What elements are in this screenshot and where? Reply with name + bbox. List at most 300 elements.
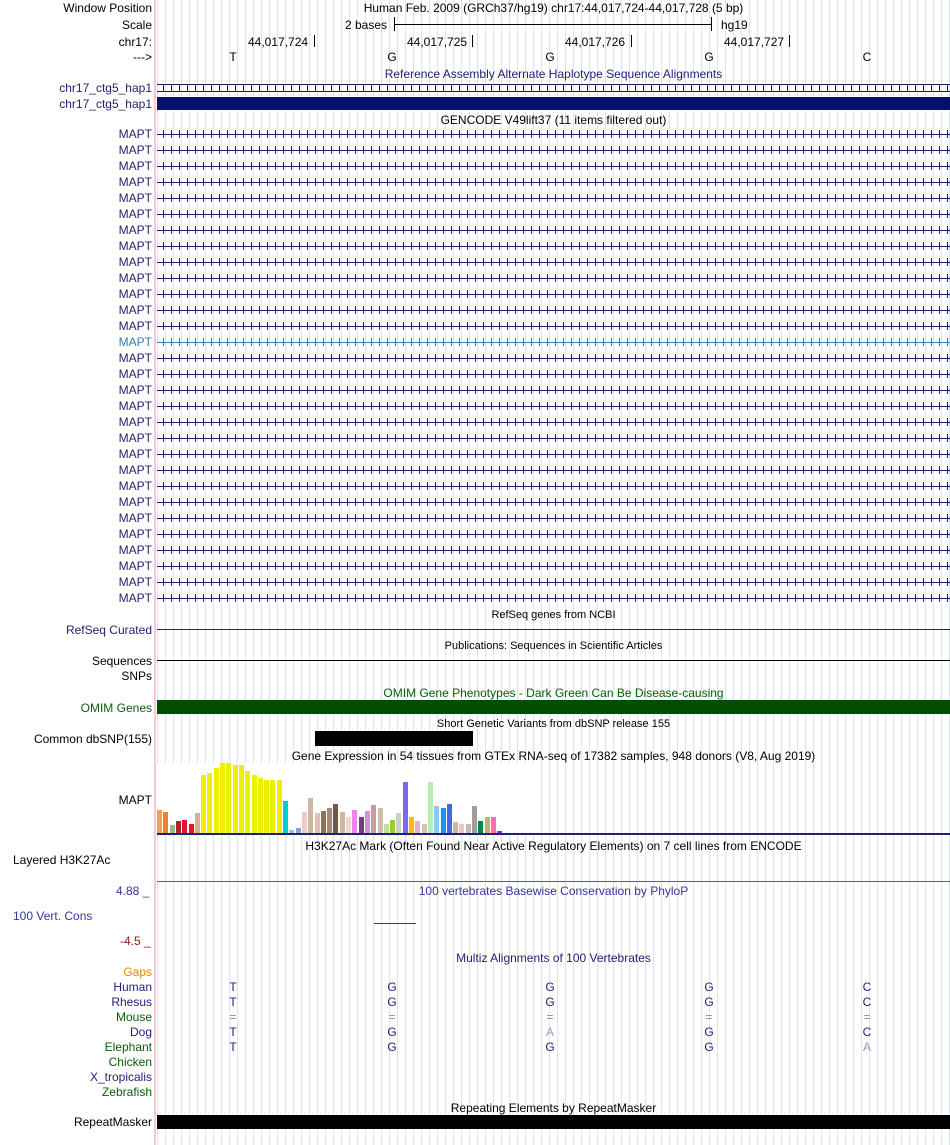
gtex-tissue-bar[interactable]: [415, 821, 420, 833]
grid-line: [381, 0, 382, 1145]
gtex-tissue-bar[interactable]: [352, 810, 357, 833]
gencode-row-label[interactable]: MAPT: [118, 495, 152, 509]
gencode-row-label[interactable]: MAPT: [118, 479, 152, 493]
gencode-strand-arrows: [157, 434, 950, 442]
grid-line: [445, 0, 446, 1145]
grid-line: [453, 0, 454, 1145]
grid-line: [533, 0, 534, 1145]
multiz-aligned-base: G: [704, 995, 714, 1009]
grid-line: [285, 0, 286, 1145]
refseq-feature-line[interactable]: [157, 629, 950, 630]
grid-line: [165, 0, 166, 1145]
grid-line: [549, 0, 550, 1145]
gtex-tissue-bar[interactable]: [302, 812, 307, 833]
multiz-aligned-base: G: [387, 1040, 397, 1054]
grid-line: [797, 0, 798, 1145]
gtex-tissue-bar[interactable]: [365, 811, 370, 833]
grid-line: [829, 0, 830, 1145]
gencode-track-title[interactable]: GENCODE V49lift37 (11 items filtered out): [440, 113, 667, 127]
gencode-strand-arrows: [157, 546, 950, 554]
gtex-tissue-bar[interactable]: [201, 775, 206, 833]
multiz-aligned-base: T: [229, 995, 237, 1009]
gencode-strand-arrows: [157, 194, 950, 202]
grid-line: [621, 0, 622, 1145]
multiz-aligned-base: G: [545, 995, 555, 1009]
grid-line: [749, 0, 750, 1145]
pubs-track-title[interactable]: Publications: Sequences in Scientific Articles: [444, 640, 663, 652]
gencode-strand-arrows: [157, 178, 950, 186]
multiz-aligned-base: G: [545, 980, 555, 994]
multiz-aligned-base: G: [387, 995, 397, 1009]
grid-line: [941, 0, 942, 1145]
ruler-position-2: 44,017,725: [407, 35, 468, 49]
multiz-aligned-base: T: [229, 1040, 237, 1054]
grid-line: [909, 0, 910, 1145]
grid-line: [373, 0, 374, 1145]
gencode-strand-arrows: [157, 306, 950, 314]
gencode-row-label[interactable]: MAPT: [118, 175, 152, 189]
grid-line: [693, 0, 694, 1145]
gtex-tissue-bar[interactable]: [409, 817, 414, 833]
grid-line: [389, 0, 390, 1145]
grid-line: [845, 0, 846, 1145]
multiz-aligned-base: =: [546, 1010, 554, 1024]
gtex-tissue-bar[interactable]: [233, 765, 238, 833]
gencode-strand-arrows: [157, 210, 950, 218]
scale-db: hg19: [721, 18, 748, 32]
gencode-strand-arrows: [157, 258, 950, 266]
grid-line: [589, 0, 590, 1145]
gencode-strand-arrows: [157, 450, 950, 458]
grid-line: [677, 0, 678, 1145]
grid-line: [885, 0, 886, 1145]
repeatmasker-feature[interactable]: [157, 1115, 950, 1129]
gtex-tissue-bar[interactable]: [478, 821, 483, 833]
gtex-bar-chart[interactable]: [157, 763, 537, 833]
grid-line: [613, 0, 614, 1145]
refseq-label[interactable]: RefSeq Curated: [65, 623, 152, 637]
alt-haplo-feature-1[interactable]: [157, 84, 950, 92]
grid-line: [437, 0, 438, 1145]
grid-line: [645, 0, 646, 1145]
grid-line: [869, 0, 870, 1145]
gtex-tissue-bar[interactable]: [258, 778, 263, 833]
window-position-label: Window Position: [63, 1, 152, 15]
gtex-tissue-bar[interactable]: [277, 780, 282, 833]
ruler-position-3: 44,017,726: [565, 35, 626, 49]
ref-base-5: C: [862, 50, 872, 64]
grid-line: [741, 0, 742, 1145]
omim-feature[interactable]: [157, 700, 950, 714]
gtex-tissue-bar[interactable]: [472, 806, 477, 833]
phylop-signal: [374, 923, 416, 924]
gencode-row-label[interactable]: MAPT: [118, 351, 152, 365]
grid-line: [933, 0, 934, 1145]
grid-line: [317, 0, 318, 1145]
gencode-row-label[interactable]: MAPT: [118, 319, 152, 333]
grid-line: [637, 0, 638, 1145]
gtex-tissue-bar[interactable]: [207, 773, 212, 833]
scale-bar: [394, 24, 712, 25]
omim-label[interactable]: OMIM Genes: [80, 701, 152, 715]
gencode-strand-arrows: [157, 386, 950, 394]
grid-line: [277, 0, 278, 1145]
base-grid: [157, 0, 950, 1145]
gencode-strand-arrows: [157, 530, 950, 538]
gencode-strand-arrows: [157, 370, 950, 378]
grid-line: [469, 0, 470, 1145]
grid-line: [901, 0, 902, 1145]
gtex-tissue-bar[interactable]: [346, 817, 351, 833]
gtex-tissue-bar[interactable]: [327, 808, 332, 833]
grid-line: [157, 0, 158, 1145]
grid-line: [213, 0, 214, 1145]
grid-line: [557, 0, 558, 1145]
grid-line: [701, 0, 702, 1145]
gencode-strand-arrows: [157, 514, 950, 522]
grid-line: [733, 0, 734, 1145]
gtex-tissue-bar[interactable]: [252, 775, 257, 833]
repeatmasker-label[interactable]: RepeatMasker: [73, 1115, 152, 1129]
gtex-tissue-bar[interactable]: [340, 812, 345, 833]
gtex-tissue-bar[interactable]: [182, 820, 187, 833]
grid-line: [261, 0, 262, 1145]
grid-line: [605, 0, 606, 1145]
grid-line: [501, 0, 502, 1145]
grid-line: [509, 0, 510, 1145]
gencode-row-label[interactable]: MAPT: [118, 223, 152, 237]
gtex-tissue-bar[interactable]: [283, 801, 288, 833]
grid-line: [565, 0, 566, 1145]
grid-line: [725, 0, 726, 1145]
gtex-tissue-bar[interactable]: [195, 813, 200, 833]
gtex-tissue-bar[interactable]: [157, 810, 162, 833]
pubs-sequences-label[interactable]: Sequences: [91, 654, 152, 668]
grid-line: [893, 0, 894, 1145]
grid-line: [357, 0, 358, 1145]
gtex-baseline: [157, 833, 950, 835]
grid-line: [461, 0, 462, 1145]
gencode-row-label[interactable]: MAPT: [118, 431, 152, 445]
gtex-tissue-bar[interactable]: [491, 817, 496, 833]
multiz-aligned-base: G: [545, 1040, 555, 1054]
multiz-species-label[interactable]: Mouse: [115, 1010, 152, 1024]
grid-line: [197, 0, 198, 1145]
h3k27ac-track-title[interactable]: H3K27Ac Mark (Often Found Near Active Regulatory Elements) on 7 cell lines from ENCODE: [305, 839, 802, 853]
gencode-row-label[interactable]: MAPT: [118, 463, 152, 477]
gencode-strand-arrows: [157, 226, 950, 234]
gtex-tissue-bar[interactable]: [447, 804, 452, 833]
ruler-position-1: 44,017,724: [248, 35, 309, 49]
grid-line: [341, 0, 342, 1145]
gtex-tissue-bar[interactable]: [384, 824, 389, 833]
ruler-tick-1: [314, 35, 315, 47]
grid-line: [709, 0, 710, 1145]
gencode-strand-arrows: [157, 130, 950, 138]
grid-line: [789, 0, 790, 1145]
gencode-strand-arrows: [157, 466, 950, 474]
gencode-row-label[interactable]: MAPT: [118, 511, 152, 525]
grid-line: [365, 0, 366, 1145]
gencode-strand-arrows: [157, 162, 950, 170]
grid-line: [181, 0, 182, 1145]
grid-line: [837, 0, 838, 1145]
gencode-row-label[interactable]: MAPT: [118, 591, 152, 605]
multiz-aligned-base: G: [704, 1040, 714, 1054]
ref-base-3: G: [545, 50, 555, 64]
gtex-tissue-bar[interactable]: [321, 811, 326, 833]
gencode-row-label[interactable]: MAPT: [118, 127, 152, 141]
grid-line: [813, 0, 814, 1145]
multiz-aligned-base: A: [862, 1040, 871, 1054]
gtex-tissue-bar[interactable]: [214, 768, 219, 833]
grid-line: [917, 0, 918, 1145]
multiz-aligned-base: T: [229, 1025, 237, 1039]
grid-line: [325, 0, 326, 1145]
gencode-strand-arrows: [157, 594, 950, 602]
grid-line: [253, 0, 254, 1145]
alt-haplo-label-1[interactable]: chr17_ctg5_hap1: [59, 81, 152, 95]
gencode-strand-arrows: [157, 274, 950, 282]
gtex-tissue-bar[interactable]: [434, 806, 439, 833]
grid-line: [517, 0, 518, 1145]
gencode-strand-arrows: [157, 354, 950, 362]
multiz-track-title[interactable]: Multiz Alignments of 100 Vertebrates: [456, 951, 651, 965]
refseq-track-title[interactable]: RefSeq genes from NCBI: [491, 609, 616, 621]
gtex-tissue-bar[interactable]: [270, 780, 275, 833]
gtex-tissue-bar[interactable]: [466, 824, 471, 833]
gencode-strand-arrows: [157, 146, 950, 154]
gencode-strand-arrows: [157, 402, 950, 410]
alt-haplo-feature-2[interactable]: [157, 97, 950, 110]
h3k27ac-signal-line: [157, 881, 950, 882]
grid-line: [229, 0, 230, 1145]
multiz-aligned-base: G: [387, 1025, 397, 1039]
gtex-tissue-bar[interactable]: [163, 812, 168, 833]
gencode-row-label[interactable]: MAPT: [118, 575, 152, 589]
multiz-aligned-base: C: [862, 980, 872, 994]
assembly-title: Human Feb. 2009 (GRCh37/hg19) chr17:44,017,724-44,017,728 (5 bp): [363, 1, 744, 15]
grid-line: [581, 0, 582, 1145]
grid-line: [269, 0, 270, 1145]
grid-line: [781, 0, 782, 1145]
gtex-tissue-bar[interactable]: [245, 771, 250, 833]
multiz-species-label[interactable]: Human: [113, 980, 152, 994]
gtex-tissue-bar[interactable]: [176, 821, 181, 833]
grid-line: [653, 0, 654, 1145]
dbsnp-track-title[interactable]: Short Genetic Variants from dbSNP release 155: [436, 718, 671, 730]
grid-line: [493, 0, 494, 1145]
gencode-strand-arrows: [157, 482, 950, 490]
ref-base-1: T: [229, 50, 237, 64]
left-label-divider: [154, 0, 156, 1145]
grid-line: [925, 0, 926, 1145]
omim-track-title[interactable]: OMIM Gene Phenotypes - Dark Green Can Be Disease-causing: [383, 686, 724, 700]
gencode-strand-arrows: [157, 418, 950, 426]
chrom-label: chr17:: [118, 35, 152, 49]
gtex-tissue-bar[interactable]: [220, 763, 225, 833]
multiz-aligned-base: C: [862, 995, 872, 1009]
gencode-row-label[interactable]: MAPT: [118, 415, 152, 429]
grid-line: [205, 0, 206, 1145]
gtex-tissue-bar[interactable]: [226, 763, 231, 833]
grid-line: [861, 0, 862, 1145]
grid-line: [485, 0, 486, 1145]
gencode-strand-arrows: [157, 578, 950, 586]
gtex-tissue-bar[interactable]: [315, 813, 320, 833]
gtex-tissue-bar[interactable]: [264, 780, 269, 833]
ref-base-4: G: [704, 50, 714, 64]
ref-base-2: G: [387, 50, 397, 64]
grid-line: [301, 0, 302, 1145]
repeatmasker-track-title[interactable]: Repeating Elements by RepeatMasker: [450, 1101, 657, 1115]
gtex-tissue-bar[interactable]: [371, 805, 376, 833]
multiz-aligned-base: =: [229, 1010, 237, 1024]
phylop-track-title[interactable]: 100 vertebrates Basewise Conservation by PhyloP: [418, 884, 689, 898]
gencode-row-label[interactable]: MAPT: [118, 367, 152, 381]
gencode-row-label[interactable]: MAPT: [118, 239, 152, 253]
multiz-species-label[interactable]: Zebrafish: [101, 1085, 152, 1099]
grid-line: [221, 0, 222, 1145]
gtex-label[interactable]: MAPT: [118, 793, 152, 807]
gtex-tissue-bar[interactable]: [453, 822, 458, 833]
gtex-tissue-bar[interactable]: [170, 825, 175, 833]
dbsnp-label[interactable]: Common dbSNP(155): [33, 732, 152, 746]
gtex-tissue-bar[interactable]: [333, 804, 338, 833]
grid-line: [349, 0, 350, 1145]
gencode-strand-arrows: [157, 242, 950, 250]
multiz-species-label[interactable]: Chicken: [108, 1055, 152, 1069]
multiz-aligned-base: G: [704, 1025, 714, 1039]
gencode-row-label[interactable]: MAPT: [118, 143, 152, 157]
gtex-tissue-bar[interactable]: [359, 817, 364, 833]
grid-line: [525, 0, 526, 1145]
gencode-row-label[interactable]: MAPT: [118, 159, 152, 173]
grid-line: [173, 0, 174, 1145]
strand-label: --->: [133, 50, 152, 64]
scale-label: Scale: [121, 18, 152, 32]
gencode-row-label[interactable]: MAPT: [118, 191, 152, 205]
gencode-row-label[interactable]: MAPT: [118, 543, 152, 557]
grid-line: [765, 0, 766, 1145]
multiz-species-label[interactable]: Dog: [129, 1025, 152, 1039]
multiz-species-label[interactable]: Rhesus: [111, 995, 152, 1009]
gtex-tissue-bar[interactable]: [239, 765, 244, 833]
alt-haplo-track-title[interactable]: Reference Assembly Alternate Haplotype Sequence Alignments: [384, 67, 723, 81]
multiz-aligned-base: =: [388, 1010, 396, 1024]
grid-line: [397, 0, 398, 1145]
ruler-tick-3: [631, 35, 632, 47]
gencode-row-label[interactable]: MAPT: [118, 303, 152, 317]
gtex-tissue-bar[interactable]: [459, 824, 464, 833]
gencode-row-label[interactable]: MAPT: [118, 271, 152, 285]
pubs-feature-line[interactable]: [157, 660, 950, 661]
phylop-label[interactable]: 100 Vert. Cons: [13, 909, 93, 923]
multiz-gaps-label[interactable]: Gaps: [123, 965, 152, 979]
h3k27ac-label[interactable]: Layered H3K27Ac: [13, 853, 111, 867]
multiz-aligned-base: A: [545, 1025, 554, 1039]
grid-line: [821, 0, 822, 1145]
multiz-aligned-base: =: [863, 1010, 871, 1024]
grid-line: [853, 0, 854, 1145]
grid-line: [429, 0, 430, 1145]
gencode-row-label[interactable]: MAPT: [118, 447, 152, 461]
grid-line: [757, 0, 758, 1145]
gtex-tissue-bar[interactable]: [441, 808, 446, 833]
scale-bar-right: [711, 17, 712, 31]
grid-line: [477, 0, 478, 1145]
gencode-strand-arrows: [157, 322, 950, 330]
grid-line: [805, 0, 806, 1145]
grid-line: [189, 0, 190, 1145]
grid-line: [333, 0, 334, 1145]
multiz-aligned-base: T: [229, 980, 237, 994]
dbsnp-variant-feature[interactable]: [315, 731, 473, 746]
scale-text: 2 bases: [345, 18, 388, 32]
grid-line: [237, 0, 238, 1145]
grid-line: [573, 0, 574, 1145]
gencode-strand-arrows: [157, 290, 950, 298]
grid-line: [245, 0, 246, 1145]
multiz-species-label[interactable]: X_tropicalis: [89, 1070, 152, 1084]
gencode-row-label[interactable]: MAPT: [118, 207, 152, 221]
gencode-row-label[interactable]: MAPT: [118, 383, 152, 397]
gtex-tissue-bar[interactable]: [390, 820, 395, 833]
gencode-row-label[interactable]: MAPT: [118, 255, 152, 269]
gencode-row-label[interactable]: MAPT: [118, 287, 152, 301]
gtex-tissue-bar[interactable]: [396, 813, 401, 833]
pubs-snps-label[interactable]: SNPs: [121, 669, 152, 683]
grid-line: [597, 0, 598, 1145]
grid-line: [685, 0, 686, 1145]
grid-line: [421, 0, 422, 1145]
multiz-aligned-base: =: [705, 1010, 713, 1024]
grid-line: [405, 0, 406, 1145]
grid-line: [661, 0, 662, 1145]
grid-line: [773, 0, 774, 1145]
grid-line: [669, 0, 670, 1145]
gtex-tissue-bar[interactable]: [428, 782, 433, 833]
gtex-tissue-bar[interactable]: [378, 808, 383, 833]
ruler-tick-4: [789, 35, 790, 47]
gtex-tissue-bar[interactable]: [403, 782, 408, 833]
grid-line: [877, 0, 878, 1145]
gencode-strand-arrows: [157, 338, 950, 346]
gencode-strand-arrows: [157, 498, 950, 506]
ruler-position-4: 44,017,727: [724, 35, 785, 49]
ruler-tick-2: [472, 35, 473, 47]
gtex-tissue-bar[interactable]: [308, 798, 313, 833]
gtex-tissue-bar[interactable]: [422, 824, 427, 833]
grid-line: [293, 0, 294, 1145]
multiz-aligned-base: C: [862, 1025, 872, 1039]
gencode-row-label[interactable]: MAPT: [118, 399, 152, 413]
gtex-track-title[interactable]: Gene Expression in 54 tissues from GTEx RNA-seq of 17382 samples, 948 donors (V8, Aug 2019): [291, 749, 816, 763]
gtex-tissue-bar[interactable]: [485, 817, 490, 833]
grid-line: [541, 0, 542, 1145]
gtex-tissue-bar[interactable]: [189, 824, 194, 833]
gencode-row-label[interactable]: MAPT: [118, 527, 152, 541]
gencode-row-label[interactable]: MAPT: [118, 335, 152, 349]
multiz-species-label[interactable]: Elephant: [104, 1040, 152, 1054]
phylop-min-label: -4.5 _: [120, 934, 151, 948]
grid-line: [629, 0, 630, 1145]
grid-line: [309, 0, 310, 1145]
alt-haplo-label-2[interactable]: chr17_ctg5_hap1: [59, 97, 152, 111]
multiz-aligned-base: G: [387, 980, 397, 994]
phylop-max-label: 4.88 _: [116, 884, 150, 898]
gencode-row-label[interactable]: MAPT: [118, 559, 152, 573]
